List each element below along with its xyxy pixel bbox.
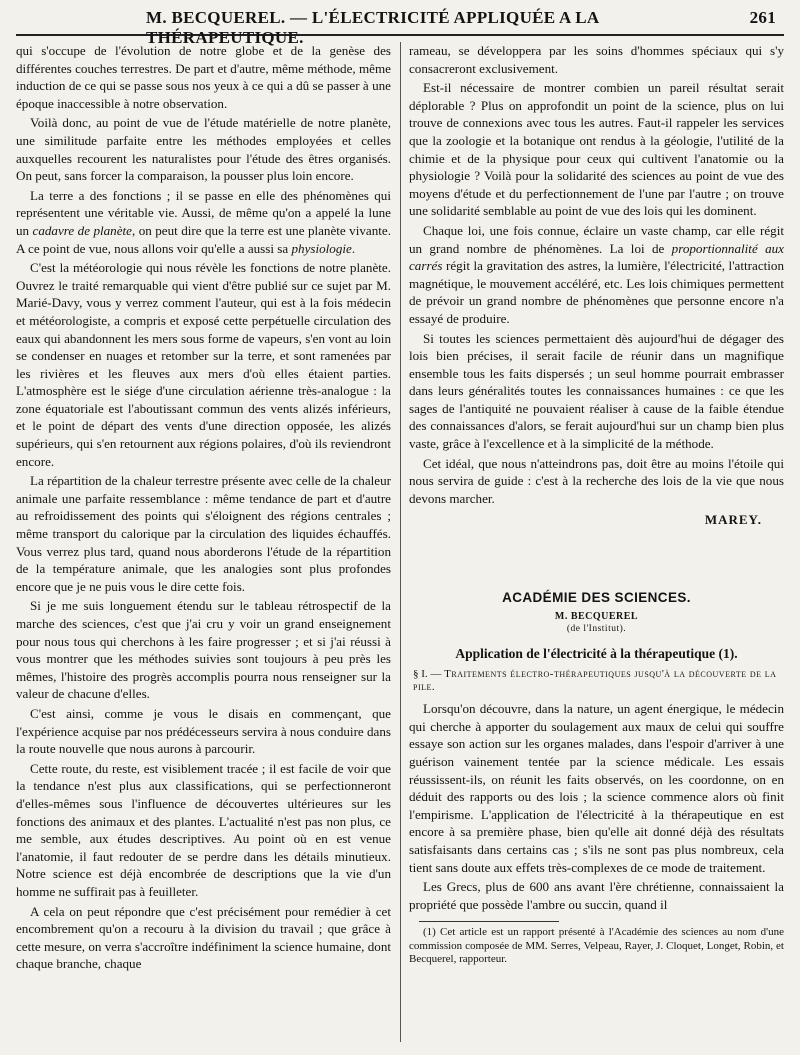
section-heading-academie: ACADÉMIE DES SCIENCES.	[502, 590, 691, 606]
paragraph: Si toutes les sciences permettaient dès aujourd'hui de dégager des lois bien précises, il serait facile de réunir dans un magnifique ensemble tous les faits dispersés ; un seul homme pourrait embrasser dans leurs généralités toutes les connaissances humaines : ce que les sages de l'antiquité ne pouvaient réaliser à cause de la faible étendue des connaissances d'alors, se ferait aujourd'hui sur un champ bien plus vaste, grâce à l'excellence et à la simplicité de la méthode.	[409, 330, 784, 452]
paragraph: Voilà donc, au point de vue de l'étude matérielle de notre planète, une similitude parfaite entre les méthodes employées et celles auxquelles recourent les naturalistes pour l'étude des êtres organisés. On peut, sans forcer la comparaison, la pousser plus loin encore.	[16, 115, 391, 184]
paragraph: rameau, se développera par les soins d'hommes spéciaux qui s'y consacreront exclusivement.	[409, 43, 784, 76]
right-column	[409, 42, 784, 1047]
emphasis: cadavre de planète	[32, 222, 132, 238]
paragraph: Est-il nécessaire de montrer combien un pareil résultat serait déplorable ? Plus on approfondit un point de la science, plus on lui trouve de connexions avec tous les autres. Faut-il rappeler les services que la zoologie et la botanique ont rendus à la géologie, l'utilité de la chimie et de la physique pour ceux qui cultivent l'anatomie ou la physiologie ? Voilà pour la solidarité des sciences au point de vue des moyens d'étude et du perfectionnement de l'une par l'autre ; on trouve une solidarité semblable au point de vue des lois qui les dominent.	[409, 80, 784, 219]
emphasis: proportionnalité aux carrés	[409, 240, 784, 274]
running-head	[16, 8, 784, 47]
emphasis: physiologie	[291, 240, 352, 256]
running-head-author: M. BECQUEREL.	[146, 8, 286, 27]
paragraph: Cette route, du reste, est visiblement tracée ; il est facile de voir que la tendance n'est plus aux classifications, qui se perfectionneront d'elles-mêmes sous l'influence de découvertes ultérieures sur les fonctions des animaux et des plantes. L'actualité n'est pas non plus, ce me semble, aux études descriptives. Au point où en est venue l'anatomie, il faut redouter de se perdre dans les détails minutieux. Notre science est déjà encombrée de descriptions que la vie d'un homme ne suffirait pas à feuilleter.	[16, 760, 391, 899]
paragraph: A cela on peut répondre que c'est précisément pour remédier à cet encombrement qu'on a recouru à la division du travail ; que grâce à cette mesure, on verra s'accroître indéfiniment la science humaine, dont chaque branche, chaque	[16, 903, 391, 972]
article-byline	[409, 611, 784, 635]
paragraph: C'est ainsi, comme je vous le disais en commençant, que l'expérience acquise par nos prédécesseurs servira à nous conduire dans la route nouvelle que nous aurons à parcourir.	[16, 705, 391, 757]
author-signature: MAREY.	[704, 512, 762, 528]
running-head-separator: —	[290, 8, 308, 27]
paragraph-text: régit la gravitation des astres, la lumière, l'électricité, l'attraction magnétique, le mouvement accéléré, etc. Les lois chimiques permettent de prévoir un grand nombre de phénomènes que personne encore n'a essayé de produire.	[409, 258, 784, 326]
paragraph: qui s'occupe de l'évolution de notre globe et de la genèse des différentes couches terrestres. De part et d'autre, même méthode, même induction de ce qui se passe sous nos yeux à ce qui a dû se passer à une époque inaccessible à notre observation.	[16, 43, 391, 111]
left-column	[16, 42, 391, 1047]
page-number: 261	[749, 8, 776, 27]
running-head-article-title: L'ÉLECTRICITÉ APPLIQUÉE A LA THÉRAPEUTIQUE.	[146, 8, 599, 47]
footnote: (1) Cet article est un rapport présenté à l'Académie des sciences au nom d'une commission composée de MM. Serres, Velpeau, Rayer, J. Cloquet, Longet, Robin, et Becquerel, rapporteur.	[409, 926, 784, 966]
article-title	[409, 645, 784, 663]
section-title: Traitements électro-thérapeutiques jusqu'à la découverte de la pile.	[413, 668, 777, 694]
footnote-rule	[419, 921, 559, 922]
paragraph-text: .	[351, 240, 356, 256]
two-column-body	[16, 42, 784, 1047]
column-divider	[400, 42, 401, 1042]
paragraph: Lorsqu'on découvre, dans la nature, un agent énergique, le médecin qui cherche à apporter du soulagement aux maux de celui qui souffre essaye son action sur les organes malades, dans l'espoir d'arriver à une guérison vainement tentée par la science médicale. Les essais réussissent-ils, on réunit les faits observés, on les coordonne, on en déduit des rapports ou des lois ; la science commence alors où finit l'empirisme. L'application de l'électricité à la thérapeutique en est encore à sa première phase, bien qu'elle ait donné déjà des résultats satisfaisants dans certains cas ; s'ils ne sont pas plus nombreux, cela tient sans doute aux effets très-complexes de ce mode de traitement.	[409, 701, 784, 875]
paragraph: Cet idéal, que nous n'atteindrons pas, doit être au moins l'étoile qui nous servira de guide : c'est à la recherche des lois de la vie que nous devons marcher.	[409, 455, 784, 506]
paragraph: Les Grecs, plus de 600 ans avant l'ère chrétienne, connaissaient la propriété que possède l'ambre ou succin, quand il	[409, 879, 784, 912]
section-number: § I. —	[413, 668, 442, 681]
article-title-text: Application de l'électricité à la thérapeutique	[455, 645, 716, 661]
paragraph	[409, 222, 784, 328]
paragraph-text: , on peut dire que la terre est une planète vivante. A ce point de vue, nous allons voir qu'elle a aussi sa	[16, 222, 391, 256]
paragraph-text: Chaque loi, une fois connue, éclaire un vaste champ, car elle régit un grand nombre de phénomènes. La loi de	[409, 222, 784, 256]
paragraph	[16, 187, 391, 257]
paragraph: Si je me suis longuement étendu sur le tableau rétrospectif de la marche des sciences, c'est que j'ai cru y voir un grand enseignement pour nous tous qui cherchons à les faire progresser ; et si j'ai réussi à vous montrer que les méthodes suivies sont toujours à peu près les mêmes, l'histoire des progrès accomplis pourra nous renseigner sur la valeur de chacune d'elles.	[16, 598, 391, 702]
paragraph: C'est la météorologie qui nous révèle les fonctions de notre planète. Ouvrez le traité remarquable qui vient d'être publié sur ce sujet par M. Marié-Davy, vous y verrez comment l'auteur, qui est à la fois médecin et météorologiste, a compris et exposé cette perpétuelle circulation des eaux qui abandonnent les mers sous forme de vapeurs, s'en vont au loin se condenser en nuages et retomber sur la terre, et sont ramenées par les rivières et les fleuves aux mers d'où elles étaient parties. L'atmosphère est le siége d'une circulation aérienne très-analogue : la zone équatoriale est l'aboutissant commun des vents alizés inférieurs, et le point de départ des vents d'une direction opposée, les alizés supérieurs, qui s'en retournent aux régions polaires, d'où ils reviendront encore.	[16, 260, 391, 469]
byline-name: M. BECQUEREL	[554, 610, 639, 622]
paragraph-text: La terre a des fonctions ; il se passe en elle des phénomènes qui représentent une véritable vie. Aussi, de même qu'on a appelé la lune un	[16, 187, 391, 238]
paragraph: La répartition de la chaleur terrestre présente avec celle de la chaleur animale une parfaite ressemblance : même tendance de part et d'autre au refroidissement des points qui s'éloignent des régions centrales ; même transport du calorique par la circulation des liquides échauffés. Vous verrez plus tard, quand nous aborderons l'étude de la répartition de la température animale, que les analogies sont plus profondes encore que je ne puis vous le dire cette fois.	[16, 473, 391, 594]
byline-institution: (de l'Institut).	[566, 623, 627, 634]
footnote-reference: (1).	[718, 645, 738, 661]
section-heading	[409, 668, 784, 694]
